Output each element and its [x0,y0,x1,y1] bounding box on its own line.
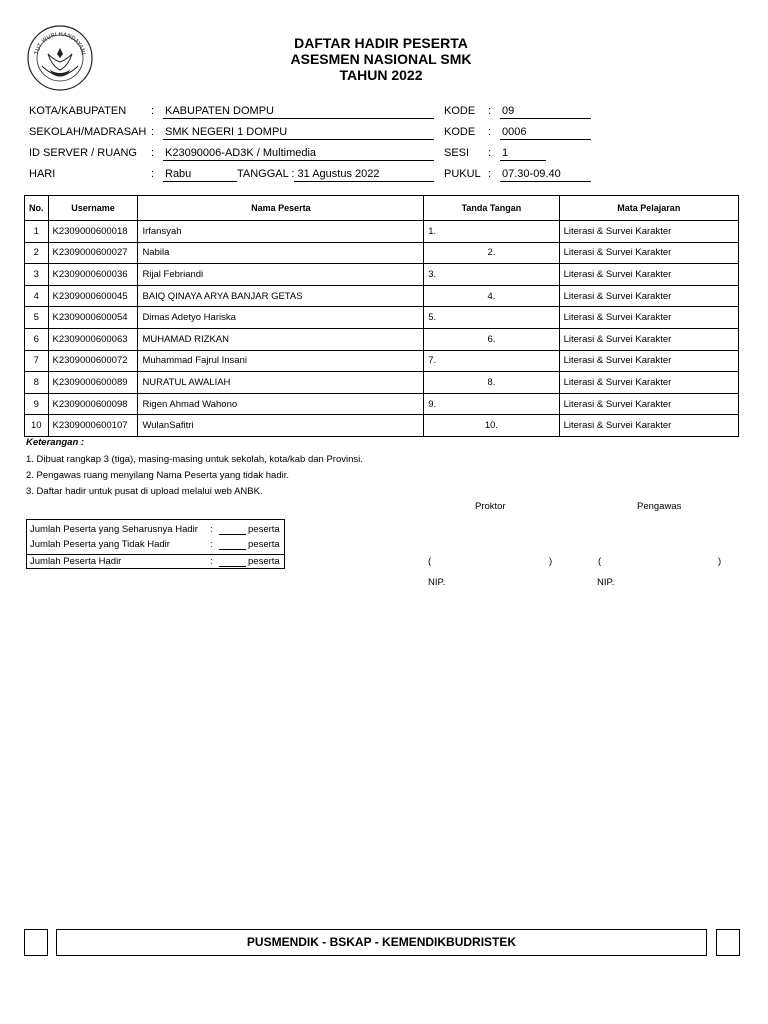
summary-unit: peserta [248,524,280,535]
table-row [25,328,739,350]
header-no: No. [25,196,49,221]
cell-signature: 1. [424,221,559,243]
page-subtitle: ASESMEN NASIONAL SMK [290,51,472,67]
cell-username: K2309000600036 [48,264,138,286]
proktor-nip: NIP. [428,577,446,588]
table-row [25,372,739,394]
kode2-label: KODE [444,126,476,138]
summary-blank [219,534,246,535]
pengawas-label: Pengawas [637,501,682,512]
cell-nama: Rijal Febriandi [138,264,424,286]
cell-no: 2 [25,242,49,264]
sekolah-colon: : [151,126,155,138]
sesi-label: SESI [444,147,470,159]
logo-motto: TUT WURI HANDAYANI [34,31,86,56]
summary-unit: peserta [248,539,280,550]
cell-signature: 6. [424,328,559,350]
proktor-label: Proktor [475,501,506,512]
proktor-close-paren: ) [549,556,553,567]
sekolah-label: SEKOLAH/MADRASAH [29,126,147,138]
cell-signature: 9. [424,393,559,415]
summary-row [27,522,284,538]
cell-signature: 7. [424,350,559,372]
keterangan-title: Keterangan : [26,437,85,448]
cell-no: 4 [25,285,49,307]
cell-username: K2309000600098 [48,393,138,415]
cell-mapel: Literasi & Survei Karakter [559,350,738,372]
table-row [25,221,739,243]
kode1-value: 09 [502,105,515,117]
summary-unit: peserta [248,556,280,567]
cell-mapel: Literasi & Survei Karakter [559,307,738,329]
cell-mapel: Literasi & Survei Karakter [559,221,738,243]
kota-colon: : [151,105,155,117]
keterangan-item: 2. Pengawas ruang menyilang Nama Peserta yang tidak hadir. [26,470,289,481]
cell-signature: 8. [424,372,559,394]
kode2-underline [500,139,591,140]
cell-no: 6 [25,328,49,350]
table-row [25,285,739,307]
keterangan-item: 1. Dibuat rangkap 3 (tiga), masing-masing untuk sekolah, kota/kab dan Provinsi. [26,454,363,465]
cell-nama: MUHAMAD RIZKAN [138,328,424,350]
table-header-row [25,196,739,221]
summary-colon: : [210,539,213,550]
server-underline [163,160,434,161]
kode1-colon: : [488,105,492,117]
footer-banner: PUSMENDIK - BSKAP - KEMENDIKBUDRISTEK [56,929,707,956]
cell-mapel: Literasi & Survei Karakter [559,242,738,264]
kode1-label: KODE [444,105,476,117]
cell-username: K2309000600045 [48,285,138,307]
pukul-colon: : [488,168,492,180]
kode2-colon: : [488,126,492,138]
kode1-underline [500,118,591,119]
sekolah-underline [163,139,434,140]
hari-underline [163,181,237,182]
summary-colon: : [210,524,213,535]
pukul-label: PUKUL [444,168,481,180]
cell-no: 9 [25,393,49,415]
summary-blank [219,566,246,567]
table-row [25,242,739,264]
server-value: K23090006-AD3K / Multimedia [165,147,317,159]
header-nama: Nama Peserta [138,196,424,221]
sekolah-value: SMK NEGERI 1 DOMPU [165,126,288,138]
server-colon: : [151,147,155,159]
cell-username: K2309000600089 [48,372,138,394]
cell-nama: Rigen Ahmad Wahono [138,393,424,415]
cell-username: K2309000600054 [48,307,138,329]
header-tanda-tangan: Tanda Tangan [424,196,559,221]
cell-nama: Muhammad Fajrul Insani [138,350,424,372]
pengawas-nip: NIP. [597,577,615,588]
cell-username: K2309000600107 [48,415,138,437]
cell-mapel: Literasi & Survei Karakter [559,264,738,286]
summary-colon: : [210,556,213,567]
cell-signature: 4. [424,285,559,307]
cell-mapel: Literasi & Survei Karakter [559,372,738,394]
header-mata-pelajaran: Mata Pelajaran [559,196,738,221]
header-username: Username [48,196,138,221]
sesi-underline [500,160,546,161]
cell-mapel: Literasi & Survei Karakter [559,285,738,307]
pukul-underline [500,181,591,182]
kota-label: KOTA/KABUPATEN [29,105,127,117]
cell-nama: Dimas Adetyo Hariska [138,307,424,329]
pengawas-close-paren: ) [718,556,722,567]
hari-colon: : [151,168,155,180]
cell-no: 7 [25,350,49,372]
cell-no: 1 [25,221,49,243]
summary-box [26,519,285,569]
pengawas-open-paren: ( [598,556,602,567]
cell-nama: Nabila [138,242,424,264]
cell-username: K2309000600072 [48,350,138,372]
cell-no: 3 [25,264,49,286]
cell-signature: 10. [424,415,559,437]
cell-username: K2309000600027 [48,242,138,264]
table-row [25,264,739,286]
sesi-colon: : [488,147,492,159]
cell-signature: 3. [424,264,559,286]
footer-left-square [24,929,48,956]
attendance-table [24,195,739,437]
proktor-open-paren: ( [428,556,432,567]
summary-row [27,554,284,570]
cell-nama: Irfansyah [138,221,424,243]
cell-no: 8 [25,372,49,394]
hari-value: Rabu [165,168,192,180]
kota-value: KABUPATEN DOMPU [165,105,274,117]
kota-underline [163,118,434,119]
table-row [25,393,739,415]
cell-nama: WulanSafitri [138,415,424,437]
hari-label: HARI [29,168,56,180]
kode2-value: 0006 [502,126,527,138]
page-year: TAHUN 2022 [339,67,423,83]
cell-username: K2309000600018 [48,221,138,243]
pukul-value: 07.30-09.40 [502,168,561,180]
table-row [25,415,739,437]
tanggal-underline [294,181,434,182]
summary-label: Jumlah Peserta Hadir [30,556,122,567]
summary-blank [219,549,246,550]
cell-username: K2309000600063 [48,328,138,350]
cell-mapel: Literasi & Survei Karakter [559,393,738,415]
cell-signature: 2. [424,242,559,264]
page-title: DAFTAR HADIR PESERTA [294,35,468,51]
table-row [25,350,739,372]
cell-mapel: Literasi & Survei Karakter [559,415,738,437]
cell-no: 5 [25,307,49,329]
table-row [25,307,739,329]
cell-no: 10 [25,415,49,437]
footer-right-square [716,929,740,956]
server-label: ID SERVER / RUANG [29,147,137,159]
keterangan-item: 3. Daftar hadir untuk pusat di upload melalui web ANBK. [26,486,263,497]
cell-nama: NURATUL AWALIAH [138,372,424,394]
summary-label: Jumlah Peserta yang Tidak Hadir [30,539,170,550]
tanggal-text: TANGGAL : 31 Agustus 2022 [237,168,380,180]
summary-label: Jumlah Peserta yang Seharusnya Hadir [30,524,198,535]
tut-wuri-handayani-logo [26,24,94,92]
sesi-value: 1 [502,147,509,159]
cell-mapel: Literasi & Survei Karakter [559,328,738,350]
cell-nama: BAIQ QINAYA ARYA BANJAR GETAS [138,285,424,307]
cell-signature: 5. [424,307,559,329]
summary-row [27,537,284,553]
